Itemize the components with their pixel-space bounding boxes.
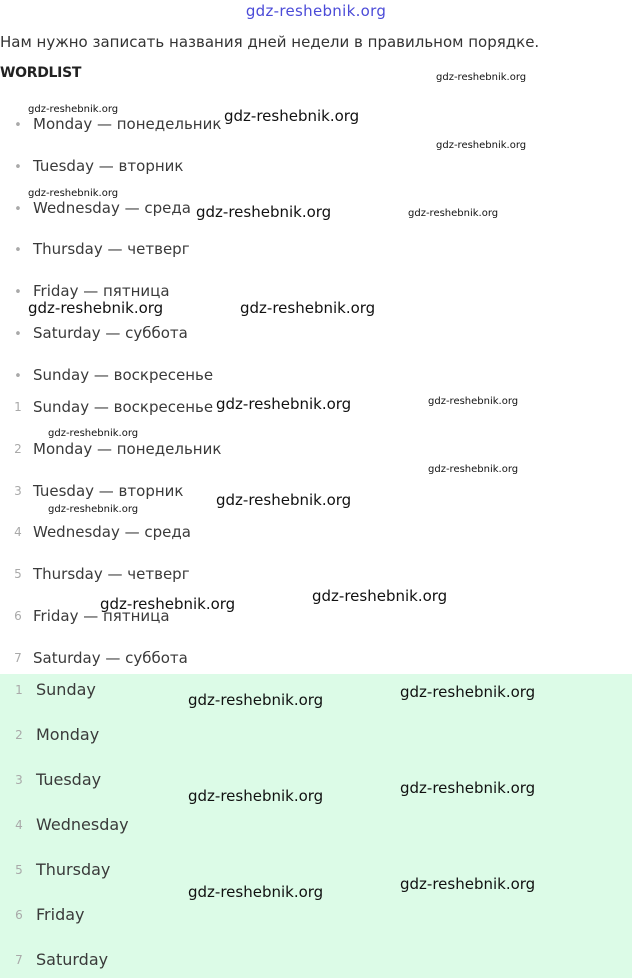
numbered-item bbox=[0, 440, 400, 462]
wordlist-item-text: Thursday — четверг bbox=[33, 240, 190, 258]
numbered-item-text: Friday — пятница bbox=[33, 607, 170, 625]
item-number: 2 bbox=[14, 442, 22, 456]
watermark: gdz-reshebnik.org bbox=[408, 208, 499, 219]
numbered-item bbox=[0, 649, 400, 671]
watermark: gdz-reshebnik.org bbox=[224, 107, 360, 125]
bullet-icon: • bbox=[14, 118, 22, 133]
numbered-item bbox=[0, 607, 400, 629]
answer-item bbox=[0, 770, 300, 794]
wordlist-item bbox=[0, 157, 400, 179]
bullet-icon: • bbox=[14, 369, 22, 384]
watermark: gdz-reshebnik.org bbox=[436, 72, 527, 83]
bullet-icon: • bbox=[14, 202, 22, 217]
item-number: 6 bbox=[15, 908, 23, 922]
wordlist-item bbox=[0, 366, 400, 388]
bullet-icon: • bbox=[14, 243, 22, 258]
watermark: gdz-reshebnik.org bbox=[48, 428, 139, 439]
numbered-item bbox=[0, 565, 400, 587]
wordlist-item bbox=[0, 199, 400, 221]
watermark: gdz-reshebnik.org bbox=[100, 595, 236, 613]
task-intro: Нам нужно записать названия дней недели в правильном порядке. bbox=[0, 33, 540, 51]
bullet-icon: • bbox=[14, 285, 22, 300]
numbered-item-text: Sunday — воскресенье bbox=[33, 398, 214, 416]
wordlist-item-text: Monday — понедельник bbox=[33, 115, 222, 133]
answer-item-text: Tuesday bbox=[36, 770, 102, 789]
answer-item bbox=[0, 815, 300, 839]
watermark: gdz-reshebnik.org bbox=[28, 188, 119, 199]
watermark: gdz-reshebnik.org bbox=[436, 140, 527, 151]
wordlist-item-text: Sunday — воскресенье bbox=[33, 366, 214, 384]
watermark: gdz-reshebnik.org bbox=[400, 683, 536, 701]
answer-item-text: Sunday bbox=[36, 680, 96, 699]
item-number: 5 bbox=[15, 863, 23, 877]
watermark: gdz-reshebnik.org bbox=[400, 779, 536, 797]
watermark: gdz-reshebnik.org bbox=[196, 203, 332, 221]
watermark: gdz-reshebnik.org bbox=[216, 491, 352, 509]
answer-box bbox=[0, 674, 632, 978]
watermark: gdz-reshebnik.org bbox=[28, 104, 119, 115]
item-number: 7 bbox=[14, 651, 22, 665]
bullet-icon: • bbox=[14, 327, 22, 342]
item-number: 1 bbox=[15, 683, 23, 697]
site-header-link[interactable]: gdz-reshebnik.org bbox=[245, 2, 387, 20]
wordlist-item-text: Saturday — суббота bbox=[33, 324, 188, 342]
answer-item-text: Saturday bbox=[36, 950, 109, 969]
watermark: gdz-reshebnik.org bbox=[428, 464, 519, 475]
item-number: 7 bbox=[15, 953, 23, 967]
bullet-icon: • bbox=[14, 160, 22, 175]
item-number: 4 bbox=[14, 525, 22, 539]
answer-item bbox=[0, 680, 300, 704]
item-number: 1 bbox=[14, 400, 22, 414]
answer-item-text: Thursday bbox=[36, 860, 111, 879]
watermark: gdz-reshebnik.org bbox=[400, 875, 536, 893]
watermark: gdz-reshebnik.org bbox=[28, 299, 164, 317]
wordlist-item bbox=[0, 282, 400, 304]
wordlist-item-text: Friday — пятница bbox=[33, 282, 170, 300]
answer-item-text: Friday bbox=[36, 905, 85, 924]
numbered-item-text: Tuesday — вторник bbox=[33, 482, 184, 500]
item-number: 3 bbox=[14, 484, 22, 498]
item-number: 4 bbox=[15, 818, 23, 832]
watermark: gdz-reshebnik.org bbox=[188, 787, 324, 805]
answer-item-text: Monday bbox=[36, 725, 100, 744]
numbered-item bbox=[0, 398, 400, 420]
watermark: gdz-reshebnik.org bbox=[188, 691, 324, 709]
wordlist-item bbox=[0, 115, 400, 137]
watermark: gdz-reshebnik.org bbox=[428, 396, 519, 407]
watermark: gdz-reshebnik.org bbox=[240, 299, 376, 317]
numbered-item bbox=[0, 482, 400, 504]
numbered-item-text: Saturday — суббота bbox=[33, 649, 188, 667]
numbered-item-text: Thursday — четверг bbox=[33, 565, 190, 583]
wordlist-heading: WORDLIST bbox=[0, 65, 82, 81]
wordlist-item-text: Tuesday — вторник bbox=[33, 157, 184, 175]
answer-item-text: Wednesday bbox=[36, 815, 129, 834]
watermark: gdz-reshebnik.org bbox=[216, 395, 352, 413]
item-number: 5 bbox=[14, 567, 22, 581]
answer-item bbox=[0, 950, 300, 974]
watermark: gdz-reshebnik.org bbox=[312, 587, 448, 605]
answer-item bbox=[0, 725, 300, 749]
item-number: 6 bbox=[14, 609, 22, 623]
wordlist-item-text: Wednesday — среда bbox=[33, 199, 191, 217]
watermark: gdz-reshebnik.org bbox=[48, 504, 139, 515]
answer-item bbox=[0, 905, 300, 929]
numbered-item bbox=[0, 523, 400, 545]
numbered-item-text: Monday — понедельник bbox=[33, 440, 222, 458]
numbered-item-text: Wednesday — среда bbox=[33, 523, 191, 541]
watermark: gdz-reshebnik.org bbox=[188, 883, 324, 901]
item-number: 3 bbox=[15, 773, 23, 787]
wordlist-item bbox=[0, 324, 400, 346]
wordlist-item bbox=[0, 240, 400, 262]
answer-item bbox=[0, 860, 300, 884]
item-number: 2 bbox=[15, 728, 23, 742]
